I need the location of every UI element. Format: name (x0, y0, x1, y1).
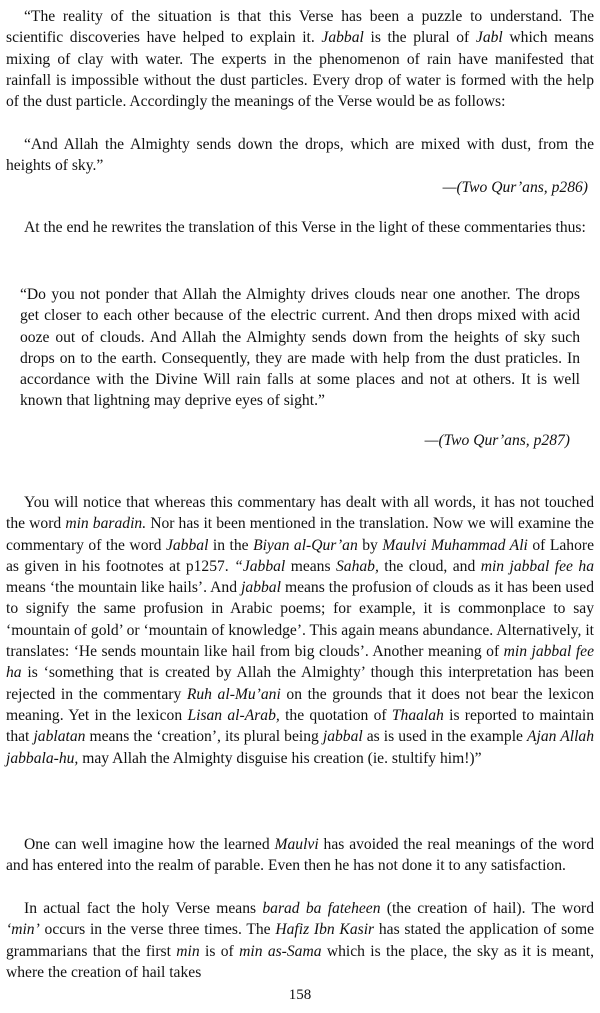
text: is of (199, 942, 240, 960)
italic-term: Jabbal (165, 536, 209, 554)
text: is the plural of (363, 29, 476, 47)
paragraph-1-quote: “And Allah the Almighty sends down the drops, which are mixed with dust, from the heights of sky.” (6, 136, 594, 175)
text: means ‘the mountain like hails’. And (6, 579, 242, 597)
text: means the profusion of clouds as it has been used to signify the same profusion in Arabic poems; for example, it is commonplace to say ‘mountain of gold’ or ‘mountain of knowledge’. This again means abundance. Alternatively, it translates: ‘He sends mountain like hail from big clouds’. Another meaning of (6, 579, 594, 661)
text: Nor has it been mentioned in the translation. Now we will examine the commentary of the word (6, 515, 594, 554)
italic-term: Lisan al-Arab, (187, 706, 280, 724)
text: in the (208, 536, 254, 554)
italic-term: min as-Sama (239, 942, 322, 960)
text: has stated the application of some grammarians that the first (6, 921, 594, 960)
text: on the grounds that it does not bear the lexicon meaning. Yet in the lexicon (6, 685, 594, 724)
italic-term: jabbal (322, 728, 363, 746)
paragraph-5 (6, 898, 594, 983)
text: has avoided the real meanings of the word and has entered into the realm of parable. Even then he has not done it to any satisfaction. (6, 836, 594, 875)
text: which is the place, the sky as it is meant, where the creation of hail takes (6, 942, 594, 981)
source-citation-2: —(Two Qur’ans, p287) (424, 432, 570, 449)
text: of Lahore as given in his footnotes at p1257. (6, 536, 594, 575)
text: as is used in the example (362, 728, 527, 746)
italic-term: Biyan al-Qur’an (253, 536, 358, 554)
italic-term: jabbal (241, 579, 281, 597)
italic-term: Hafiz Ibn Kasir (275, 921, 375, 939)
italic-term: min baradin. (65, 515, 147, 533)
text: the quotation of (279, 706, 392, 724)
italic-term: min jabbal fee ha (480, 557, 594, 575)
text: means the ‘creation’, its plural being (85, 728, 323, 746)
text: which means mixing of clay with water. The experts in the phenomenon of rain have manifested that rainfall is impossible without the dust particles. Every drop of water is formed with the help of the dust particle. Accordingly the meanings of the Verse would be as follows: (6, 29, 594, 111)
text: is reported to maintain that (6, 706, 594, 746)
italic-term: min jabbal fee ha (6, 643, 594, 682)
italic-term: Maulvi (274, 836, 319, 853)
page-number: 158 (288, 987, 312, 1003)
text: by (357, 536, 383, 554)
block-quote: “Do you not ponder that Allah the Almighty drives clouds near one another. The drops get closer to each other because of the electric current. And then drops mixed with acid ooze out of clouds. And Allah the Almighty sends down from the heights of sky such drops on to the earth. Consequently, they are made with help from the dust praticles. In accordance with the Divine Will rain falls at some places and not at others. It is well known that lightning may deprive eyes of sight.” (20, 286, 580, 410)
italic-term: Sahab, (335, 557, 379, 575)
italic-term: Ajan Allah jabbala-hu, (6, 728, 594, 767)
italic-term: min (176, 942, 200, 960)
text: means (285, 557, 336, 575)
text: “The reality of the situation is that this Verse has been a puzzle to understand. The scientific discoveries have helped to explain it. (6, 8, 594, 47)
source-citation-1: —(Two Qur’ans, p286) (442, 179, 588, 196)
paragraph-1 (6, 6, 594, 112)
italic-term: barad ba fateheen (262, 900, 381, 917)
paragraph-2: At the end he rewrites the translation of this Verse in the light of these commentaries thus: (24, 219, 586, 236)
italic-term: jablatan (33, 728, 86, 746)
text: One can well imagine how the learned (24, 836, 275, 853)
italic-term: Ruh al-Mu’ani (186, 685, 281, 703)
text: You will notice that whereas this commentary has dealt with all words, it has not touched the word (6, 494, 594, 533)
text: occurs in the verse three times. The (39, 921, 276, 939)
paragraph-3 (6, 492, 594, 769)
text: may Allah the Almighty disguise his creation (ie. stultify him!)” (78, 749, 482, 767)
text: In actual fact the holy Verse means (24, 900, 263, 917)
text: is ‘something that is created by Allah the Almighty’ though this interpretation has been rejected in the commentary (6, 664, 594, 703)
italic-term: Maulvi Muhammad Ali (382, 536, 528, 554)
text: the cloud, and (378, 557, 481, 575)
italic-term: Thaalah (391, 706, 444, 724)
text: (the creation of hail). The word (380, 900, 594, 917)
italic-term: Jabbal (321, 29, 364, 47)
paragraph-4 (6, 834, 594, 877)
italic-term: “Jabbal (234, 557, 286, 575)
italic-term: Jabl (475, 29, 503, 47)
italic-term: ‘min’ (6, 921, 40, 939)
